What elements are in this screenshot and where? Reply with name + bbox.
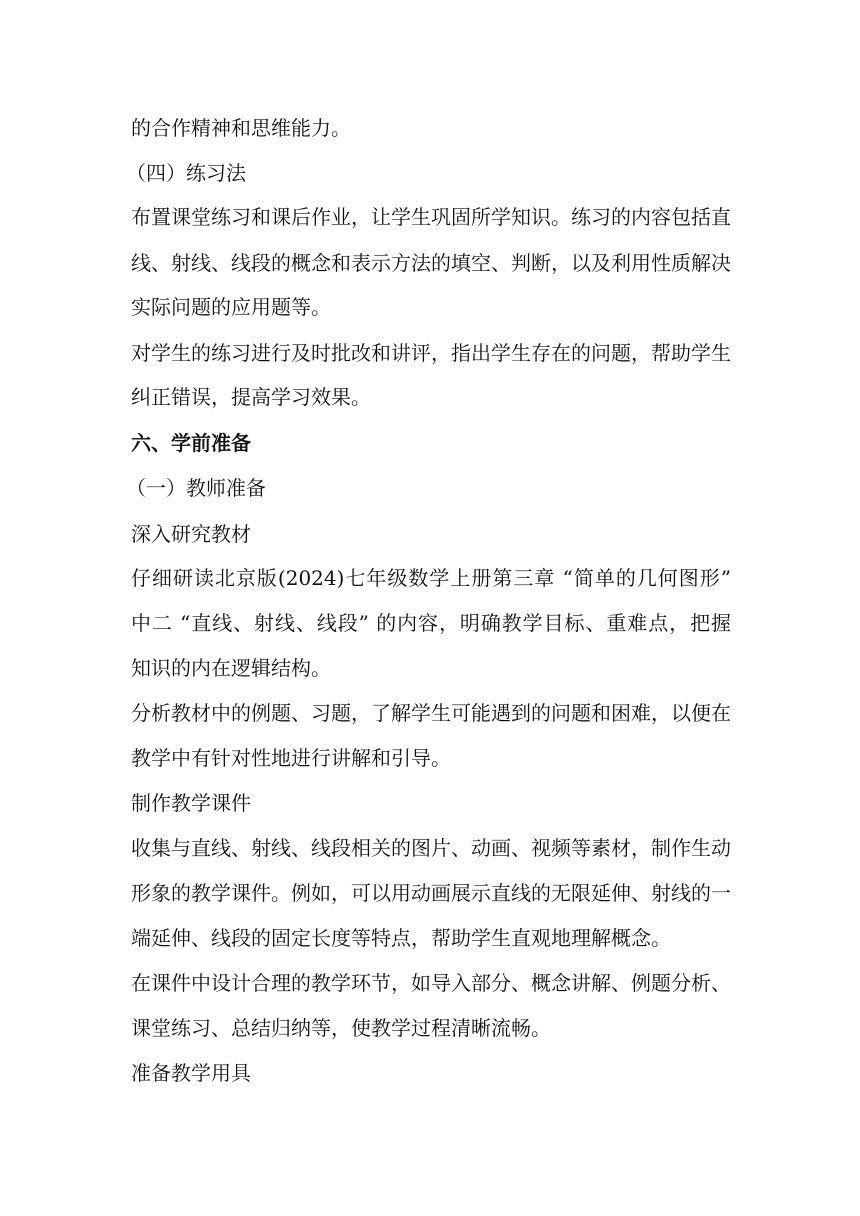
paragraph-line: 形象的教学课件。例如，可以用动画展示直线的无限延伸、射线的一 bbox=[131, 881, 731, 905]
item-heading: 深入研究教材 bbox=[131, 522, 251, 546]
paragraph-line: 教学中有针对性地进行讲解和引导。 bbox=[131, 746, 451, 770]
paragraph-line: 端延伸、线段的固定长度等特点，帮助学生直观地理解概念。 bbox=[131, 926, 671, 950]
paragraph-line: 对学生的练习进行及时批改和讲评，指出学生存在的问题，帮助学生 bbox=[131, 341, 731, 365]
paragraph-line: 分析教材中的例题、习题，了解学生可能遇到的问题和困难，以便在 bbox=[131, 701, 731, 725]
paragraph-line: 的合作精神和思维能力。 bbox=[131, 116, 351, 140]
paragraph-line: 布置课堂练习和课后作业，让学生巩固所学知识。练习的内容包括直 bbox=[131, 205, 731, 229]
paragraph-line: 课堂练习、总结归纳等，使教学过程清晰流畅。 bbox=[131, 1016, 551, 1040]
paragraph-line: 线、射线、线段的概念和表示方法的填空、判断，以及利用性质解决 bbox=[131, 251, 731, 275]
paragraph-line: 收集与直线、射线、线段相关的图片、动画、视频等素材，制作生动 bbox=[131, 836, 731, 860]
section-heading: 六、学前准备 bbox=[131, 431, 251, 455]
item-heading: 准备教学用具 bbox=[131, 1061, 251, 1085]
subheading-practice-method: （四）练习法 bbox=[126, 161, 246, 185]
paragraph-line: 实际问题的应用题等。 bbox=[131, 295, 331, 319]
item-heading: 制作教学课件 bbox=[131, 791, 251, 815]
paragraph-line: 中二 “直线、射线、线段” 的内容，明确教学目标、重难点，把握 bbox=[131, 611, 731, 635]
subheading-teacher-prep: （一）教师准备 bbox=[126, 476, 266, 500]
paragraph-line: 纠正错误，提高学习效果。 bbox=[131, 385, 371, 409]
paragraph-line: 仔细研读北京版(2024)七年级数学上册第三章 “简单的几何图形” bbox=[131, 566, 731, 590]
paragraph-line: 在课件中设计合理的教学环节，如导入部分、概念讲解、例题分析、 bbox=[131, 971, 731, 995]
paragraph-line: 知识的内在逻辑结构。 bbox=[131, 656, 331, 680]
